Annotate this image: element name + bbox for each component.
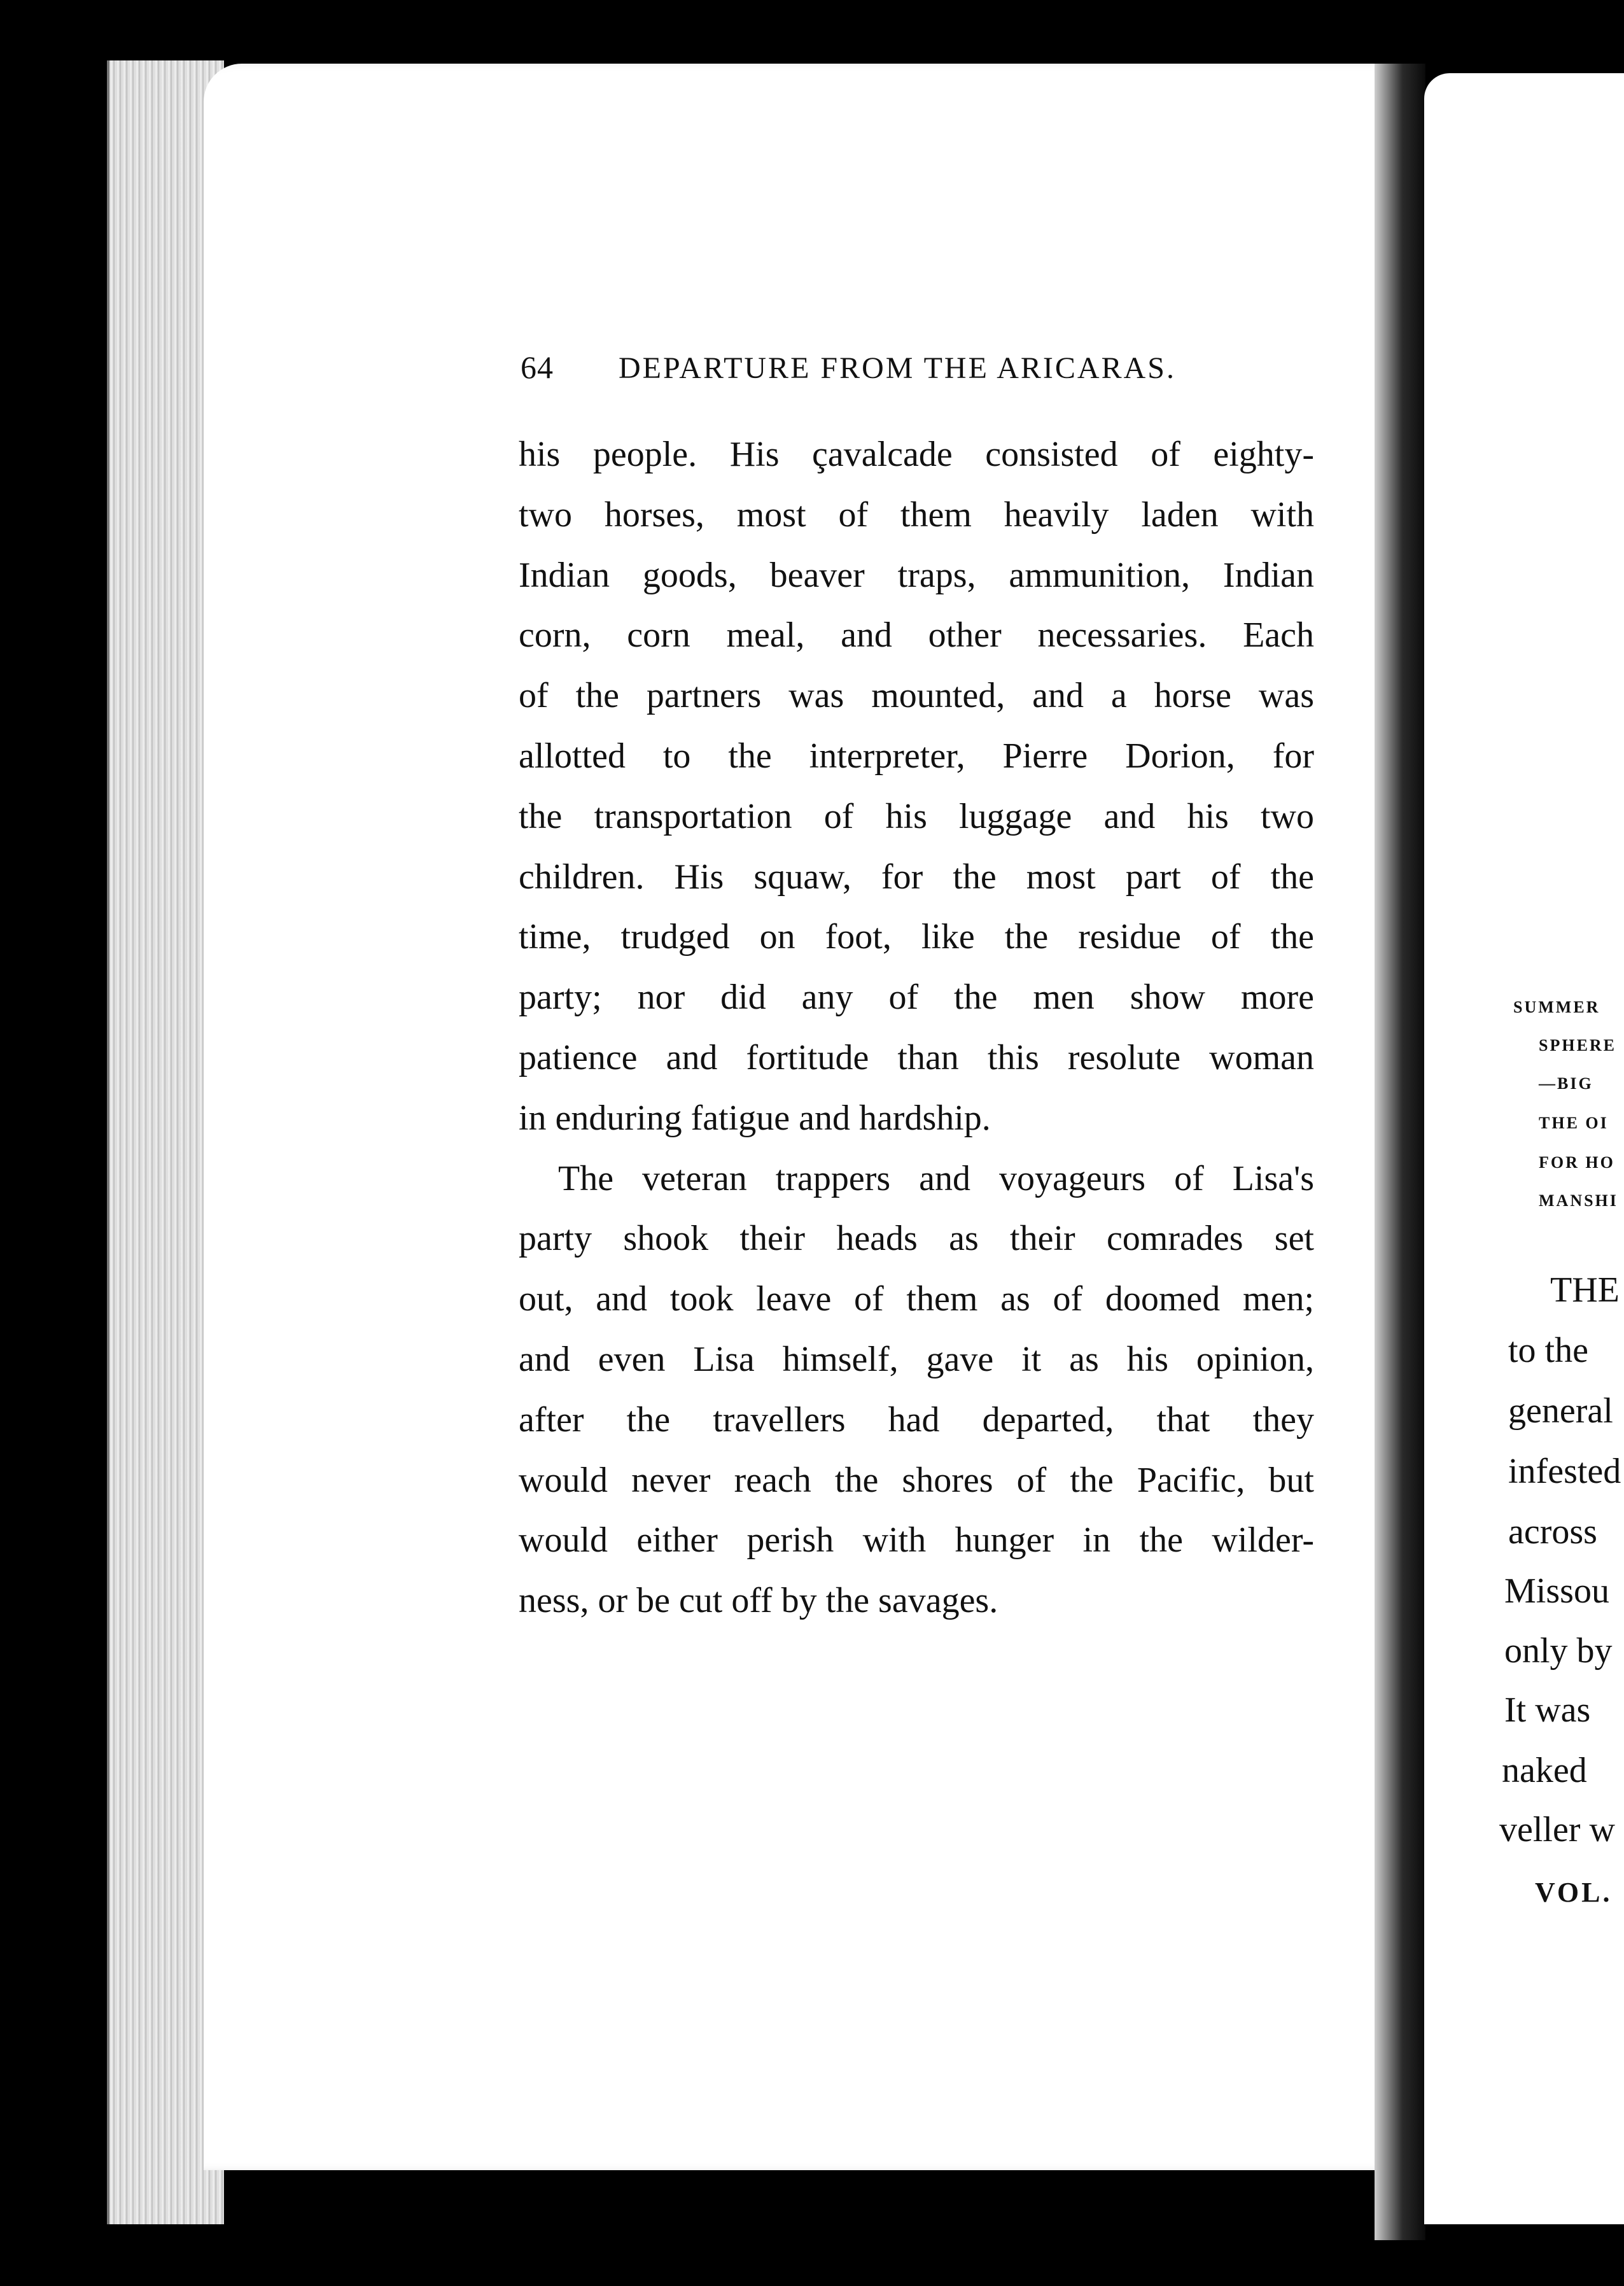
- text-line: allotted to the interpreter, Pierre Dorion, for: [519, 736, 1314, 776]
- text-line: The veteran trappers and voyageurs of Lisa's: [558, 1158, 1314, 1198]
- text-line: the transportation of his luggage and his two: [519, 796, 1314, 836]
- summary-line: SPHERE: [1539, 1036, 1617, 1055]
- right-body-line: across: [1508, 1512, 1597, 1552]
- text-line: corn, corn meal, and other necessaries. Each: [519, 615, 1314, 656]
- right-body-line: THE: [1550, 1270, 1620, 1310]
- page-number: 64: [521, 349, 554, 385]
- summary-line: THE OI: [1539, 1114, 1609, 1132]
- right-body-line: to the: [1508, 1331, 1588, 1370]
- right-body-line: general: [1508, 1391, 1613, 1431]
- text-line: two horses, most of them heavily laden with: [519, 494, 1314, 535]
- right-body-line: naked: [1502, 1751, 1587, 1790]
- text-line: of the partners was mounted, and a horse was: [519, 676, 1314, 716]
- right-body-line: Missou: [1504, 1571, 1609, 1611]
- right-body-line: only by: [1504, 1631, 1613, 1671]
- text-line: would either perish with hunger in the wilder-: [519, 1520, 1314, 1560]
- summary-line: SUMMER: [1513, 998, 1600, 1016]
- running-head: [521, 349, 1221, 386]
- summary-line: FOR HO: [1539, 1153, 1615, 1172]
- text-line: in enduring fatigue and hardship.: [519, 1098, 991, 1138]
- book-gutter: [1375, 64, 1425, 2240]
- summary-line: MANSHI: [1539, 1191, 1618, 1210]
- text-line: his people. His çavalcade consisted of eighty-: [519, 435, 1314, 474]
- text-line: after the travellers had departed, that they: [519, 1399, 1314, 1440]
- text-line: party; nor did any of the men show more: [519, 978, 1314, 1018]
- text-line: time, trudged on foot, like the residue of the: [519, 917, 1314, 957]
- right-body-line: infested: [1508, 1452, 1621, 1491]
- text-line: and even Lisa himself, gave it as his opinion,: [519, 1339, 1314, 1379]
- right-body-line: It was: [1504, 1690, 1591, 1730]
- text-line: ness, or be cut off by the savages.: [519, 1581, 998, 1621]
- summary-line: —BIG: [1539, 1074, 1593, 1093]
- right-body-line: veller w: [1499, 1810, 1615, 1849]
- text-line: patience and fortitude than this resolute woman: [519, 1037, 1314, 1077]
- signature-mark: VOL.: [1535, 1877, 1613, 1908]
- text-line: out, and took leave of them as of doomed men;: [519, 1279, 1314, 1319]
- text-line: party shook their heads as their comrades set: [519, 1219, 1314, 1259]
- body-text: [519, 424, 1314, 1631]
- text-line: Indian goods, beaver traps, ammunition, Indian: [519, 555, 1314, 595]
- text-line: would never reach the shores of the Pacific, but: [519, 1460, 1314, 1500]
- paragraph-1: [519, 424, 1314, 1149]
- running-head-title: DEPARTURE FROM THE ARICARAS.: [619, 351, 1176, 385]
- paragraph-2: [519, 1149, 1314, 1631]
- text-line: children. His squaw, for the most part of the: [519, 857, 1314, 897]
